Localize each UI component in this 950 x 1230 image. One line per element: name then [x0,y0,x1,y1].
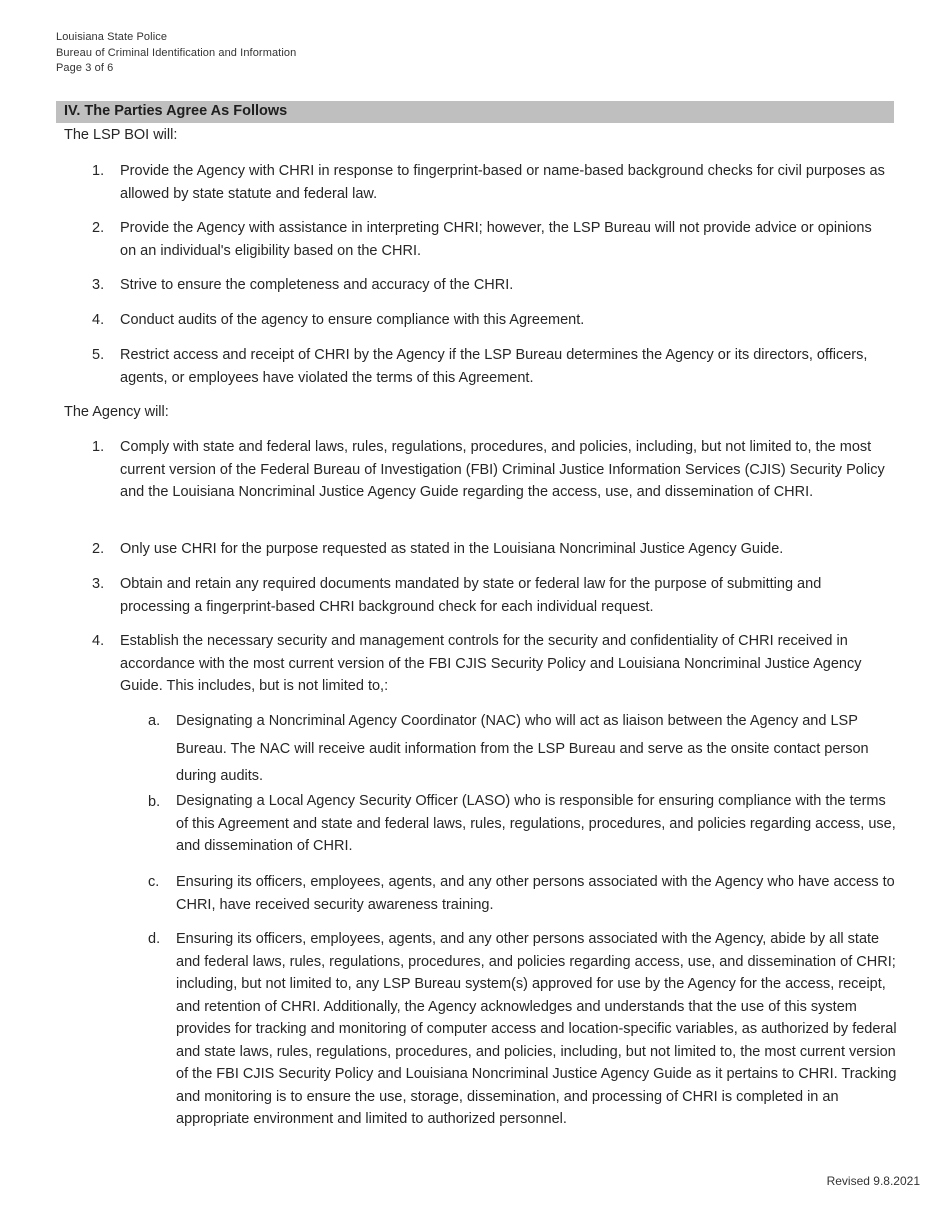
list-item-text: Establish the necessary security and management controls for the security and confidentiality of CHRI received in accordance with the most current version of the FBI CJIS Security Policy and Louisiana Noncriminal Justice Agency Guide. This includes, but is not limited to,: [120,633,862,694]
sub-list-letter: a. [148,713,161,729]
list-number: 2. [92,220,105,236]
list-item-text: Provide the Agency with assistance in interpreting CHRI; however, the LSP Bureau will not provide advice or opinions on an individual's eligibility based on the CHRI. [120,220,872,259]
list-number: 1. [92,163,105,179]
sub-list-letter: c. [148,874,160,890]
header-org: Louisiana State Police [56,31,168,43]
list-number: 5. [92,347,105,363]
section-heading-bar [56,101,894,123]
sub-list-text: Designating a Noncriminal Agency Coordinator (NAC) who will act as liaison between the Agency and LSP Bureau. The NAC will receive audit information from the LSP Bureau and serve as the onsite contact person during audits. [176,713,869,784]
list-number: 4. [92,312,105,328]
list-number: 4. [92,633,105,649]
list-number: 2. [92,541,105,557]
page-header [56,30,296,77]
list-item-text: Only use CHRI for the purpose requested as stated in the Louisiana Noncriminal Justice Agency Guide. [120,541,784,557]
list-item-text: Restrict access and receipt of CHRI by the Agency if the LSP Bureau determines the Agency or its directors, officers, agents, or employees have violated the terms of this Agreement. [120,347,868,386]
list-item-text: Strive to ensure the completeness and accuracy of the CHRI. [120,277,514,293]
list-item-text: Comply with state and federal laws, rules, regulations, procedures, and policies, including, but not limited to, the most current version of the Federal Bureau of Investigation (FBI) Criminal Justice Information Services (CJIS) Security Policy and the Louisiana Noncriminal Justice Agency Guide regarding the access, use, and dissemination of CHRI. [120,439,885,500]
list-number: 3. [92,277,105,293]
sub-list-letter: b. [148,794,161,810]
sub-list-text: Ensuring its officers, employees, agents, and any other persons associated with the Agency who have access to CHRI, have received security awareness training. [176,874,895,913]
list-item-text: Conduct audits of the agency to ensure compliance with this Agreement. [120,312,585,328]
list-number: 3. [92,576,105,592]
sub-list-letter: d. [148,931,161,947]
list-item-text: Obtain and retain any required documents mandated by state or federal law for the purpose of submitting and processing a fingerprint-based CHRI background check for each individual request. [120,576,822,615]
header-bureau: Bureau of Criminal Identification and Information [56,46,297,59]
agency-intro: The Agency will: [64,404,169,420]
revision-footer: Revised 9.8.2021 [826,1174,920,1188]
lsp-intro: The LSP BOI will: [64,127,178,143]
section-title: IV. The Parties Agree As Follows [64,103,288,119]
list-item-text: Provide the Agency with CHRI in response to fingerprint-based or name-based background checks for civil purposes as allowed by state statute and federal law. [120,163,885,202]
sub-list-text: Ensuring its officers, employees, agents, and any other persons associated with the Agency, abide by all state and federal laws, rules, regulations, procedures, and policies regarding access, use, and dissemination of CHRI; including, but not limited to, any LSP Bureau system(s) approved for use by the Agency for the access, receipt, and retention of CHRI. Additionally, the Agency acknowledges and understands that the use of this system provides for tracking and monitoring of computer access and location-specific variables, as authorized by federal and state laws, rules, regulations, procedures, and policies, including, but not limited to, the most current version of the FBI CJIS Security Policy and Louisiana Noncriminal Justice Agency Guide as it pertains to CHRI. Tracking and monitoring is to ensure the use, storage, dissemination, and processing of CHRI is completed in an appropriate environment and limited to authorized personnel. [176,931,897,1127]
header-page-number: Page 3 of 6 [56,62,114,74]
list-number: 1. [92,439,105,455]
sub-list-text: Designating a Local Agency Security Officer (LASO) who is responsible for ensuring compliance with the terms of this Agreement and state and federal laws, rules, regulations, procedures, and policies regarding access, use, and dissemination of CHRI. [176,793,896,854]
